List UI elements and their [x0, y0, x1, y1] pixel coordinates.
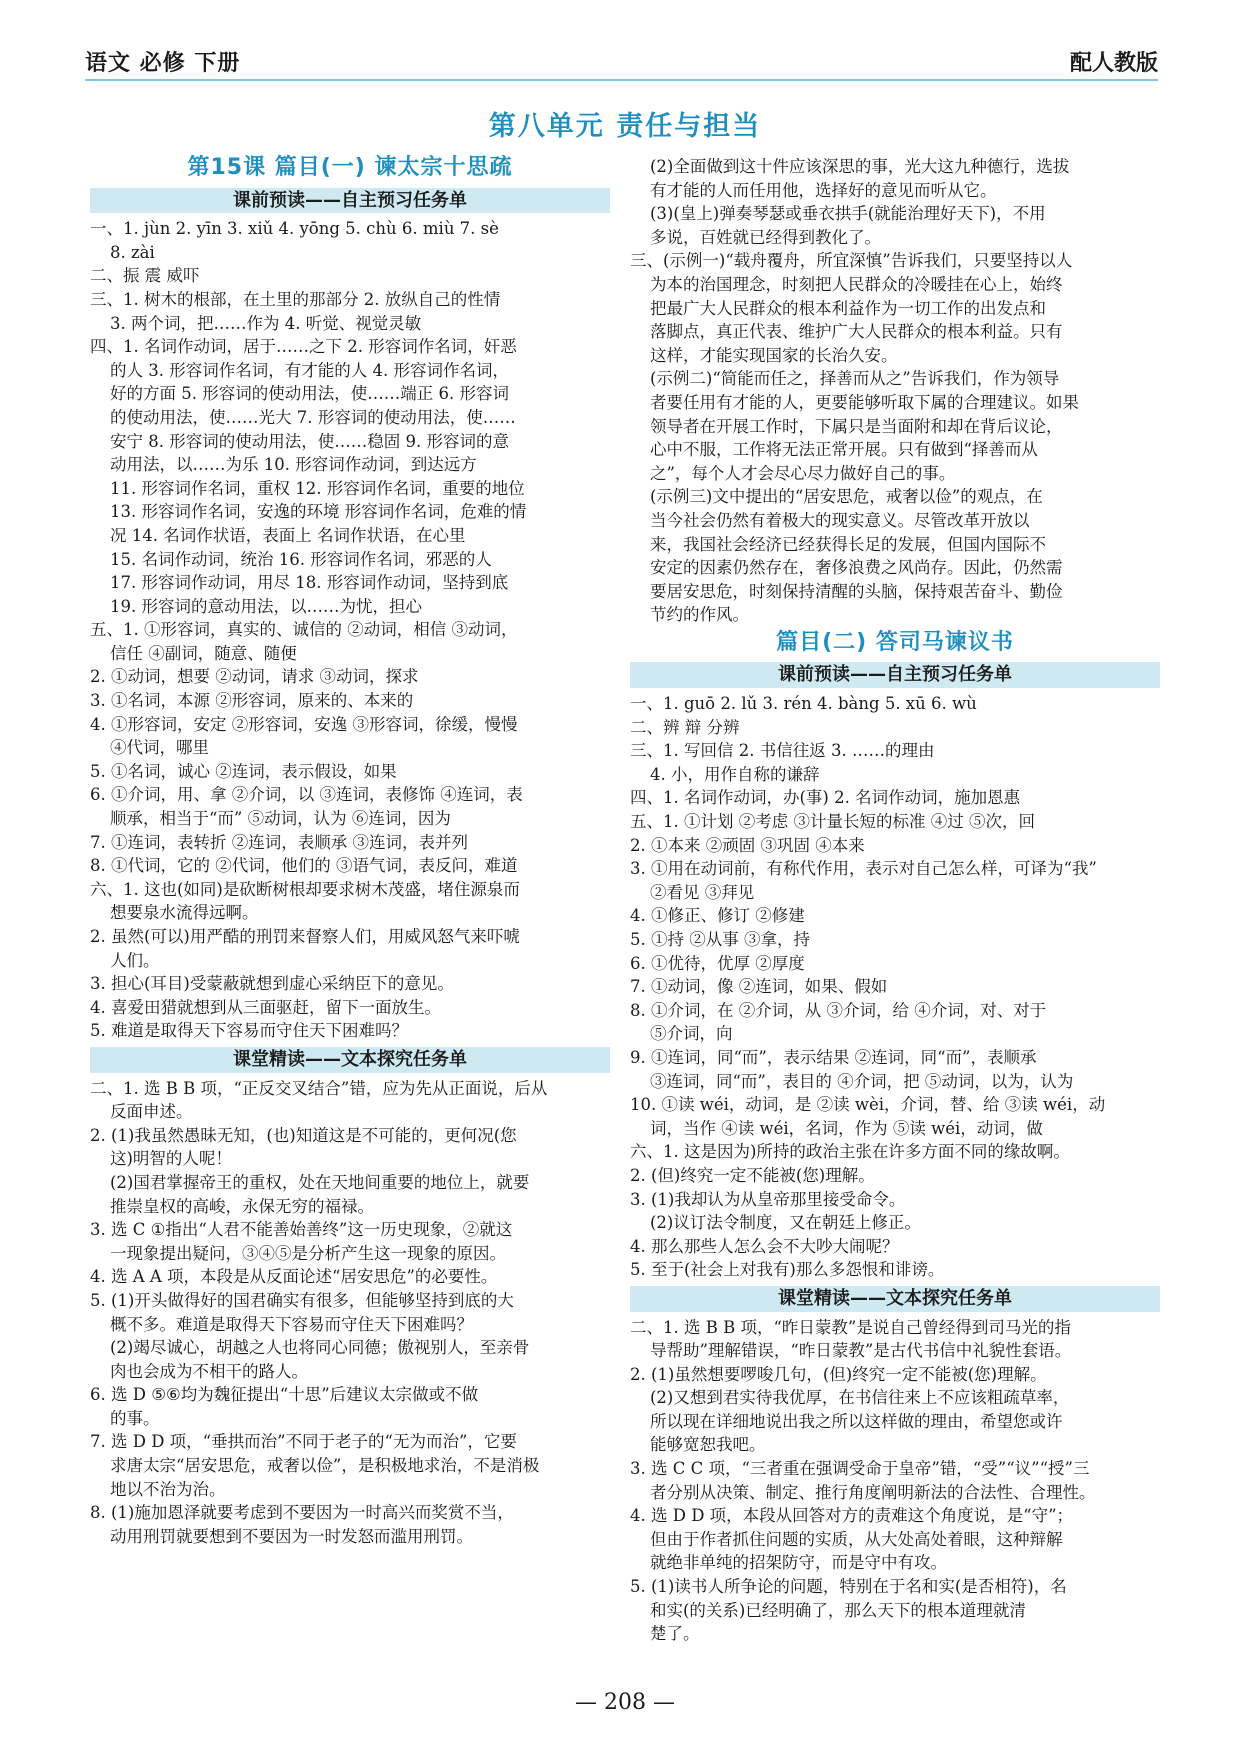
answer-line: 心中不服，工作将无法正常开展。只有做到“择善而从 [650, 440, 1038, 460]
answer-line: 一现象提出疑问，③④⑤是分析产生这一现象的原因。 [110, 1243, 506, 1263]
answer-line: 五、1. ①形容词，真实的、诚信的 ②动词，相信 ③动词， [90, 620, 518, 640]
answer-line: 领导者在开展工作时，下属只是当面附和却在背后议论， [650, 416, 1063, 436]
answer-line: (示例二)“简能而任之，择善而从之”告诉我们，作为领导 [650, 369, 1060, 389]
answer-line: 者分别从决策、制定、推行角度阐明新法的合法性、合理性。 [650, 1482, 1096, 1502]
page-number: — 208 — [575, 1690, 675, 1715]
answer-line: 这)明智的人呢！ [110, 1149, 232, 1169]
answer-line: ⑤介词，向 [650, 1024, 733, 1044]
answer-line: 8. (1)施加恩泽就要考虑到不要因为一时高兴而奖赏不当， [90, 1503, 514, 1523]
answer-line: 一、1. jùn 2. yīn 3. xiǔ 4. yōng 5. chù 6. miù 7. sè [90, 219, 499, 239]
answer-line: 的事。 [110, 1408, 160, 1428]
answer-line: 7. 选 D D 项，“垂拱而治”不同于老子的“无为而治”，它要 [90, 1432, 517, 1452]
answer-line: 5. 难道是取得天下容易而守住天下困难吗？ [90, 1021, 408, 1041]
answer-line: 求唐太宗“居安思危，戒奢以俭”，是积极地求治，不是消极 [110, 1456, 540, 1476]
left-column [90, 152, 610, 1548]
answer-line: ③连词，同“而”，表目的 ④介词，把 ⑤动词，以为，认为 [650, 1071, 1074, 1091]
section-band: 课前预读——自主预习任务单 [630, 662, 1160, 688]
answer-line: 7. ①连词，表转折 ②连词，表顺承 ③连词，表并列 [90, 832, 468, 852]
answer-line: 推崇皇权的高峻，永保无穷的福禄。 [110, 1196, 374, 1216]
answer-line: 9. ①连词，同“而”，表示结果 ②连词，同“而”，表顺承 [630, 1047, 1037, 1067]
answer-line: 4. 选 D D 项，本段从回答对方的责难这个角度说，是“守”； [630, 1506, 1074, 1526]
answer-line: 5. ①名词，诚心 ②连词，表示假设，如果 [90, 761, 397, 781]
answer-line: 3. ①用在动词前，有称代作用，表示对自己怎么样，可译为“我” [630, 859, 1097, 879]
answer-line: 10. ①读 wéi，动词，是 ②读 wèi，介词，替、给 ③读 wéi，动 [630, 1095, 1106, 1115]
answer-line: 5. ①持 ②从事 ③拿，持 [630, 930, 810, 949]
answer-line: (2)全面做到这十件应该深思的事，光大这九种德行，选拔 [650, 157, 1070, 176]
answer-line: 人们。 [110, 950, 160, 970]
answer-line: 导帮助”理解错误，“昨日蒙教”是古代书信中礼貌性套语。 [650, 1341, 1072, 1361]
answer-line: 2. ①本来 ②顽固 ③巩固 ④本来 [630, 835, 865, 855]
answer-line: 5. (1)开头做得好的国君确实有很多，但能够坚持到底的大 [90, 1290, 514, 1310]
answer-line: 15. 名词作动词，统治 16. 形容词作名词，邪恶的人 [110, 549, 492, 569]
answer-line: 动用法，以……为乐 10. 形容词作动词，到达远方 [110, 455, 477, 475]
answer-line: 5. (1)读书人所争论的问题，特别在于名和实(是否相符)，名 [630, 1577, 1067, 1597]
answer-line: 想要泉水流得远啊。 [110, 903, 259, 923]
answer-line: 7. ①动词，像 ②连词，如果、假如 [630, 977, 888, 997]
answer-line: 反面申述。 [110, 1102, 193, 1122]
answer-line: 的使动用法，使……光大 7. 形容词的使动用法，使…… [110, 407, 516, 427]
section-band: 课堂精读——文本探究任务单 [630, 1286, 1160, 1312]
answer-line: 顺承，相当于“而” ⑤动词，认为 ⑥连词，因为 [110, 809, 451, 829]
answer-line: 四、1. 名词作动词，居于……之下 2. 形容词作名词，奸恶 [90, 337, 517, 357]
lesson-title: 篇目(二) 答司马谏议书 [776, 629, 1014, 655]
answer-line: 动用刑罚就要想到不要因为一时发怒而滥用刑罚。 [110, 1526, 473, 1546]
header-edition: 配人教版 [1069, 51, 1158, 76]
section-band: 课前预读——自主预习任务单 [90, 188, 610, 214]
answer-line: 二、辨 辩 分辨 [630, 717, 740, 737]
answer-line: 11. 形容词作名词，重权 12. 形容词作名词，重要的地位 [110, 478, 525, 498]
answer-line: 能够宽恕我吧。 [650, 1435, 766, 1455]
answer-line: 二、1. 选 B B 项，“正反交叉结合”错，应为先从正面说，后从 [90, 1078, 548, 1098]
answer-line: 要居安思危，时刻保持清醒的头脑，保持艰苦奋斗、勤俭 [650, 581, 1063, 601]
answer-line: 6. ①优待，优厚 ②厚度 [630, 953, 805, 973]
answer-line: 就绝非单纯的招架防守，而是守中有攻。 [650, 1553, 947, 1573]
answer-line: (2)又想到君实待我优厚，在书信往来上不应该粗疏草率， [650, 1388, 1070, 1408]
answer-line: 3. 两个词，把……作为 4. 听觉、视觉灵敏 [110, 313, 422, 333]
answer-line: (示例三)文中提出的“居安思危，戒奢以俭”的观点，在 [650, 487, 1043, 507]
header-subject: 语文 必修 下册 [85, 51, 241, 76]
answer-line: ④代词，哪里 [110, 738, 209, 758]
answer-line: 为本的治国理念，时刻把人民群众的冷暖挂在心上，始终 [650, 274, 1063, 294]
answer-line: 6. ①介词，用、拿 ②介词，以 ③连词，表修饰 ④连词，表 [90, 785, 523, 805]
answer-line: 5. 至于(社会上对我有)那么多怨恨和诽谤。 [630, 1260, 945, 1280]
answer-line: 来，我国社会经济已经获得长足的发展，但国内国际不 [650, 534, 1046, 554]
answer-line: 者要任用有才能的人，更要能够听取下属的合理建议。如果 [650, 392, 1079, 412]
answer-line: 2. (1)虽然想要啰唆几句，(但)终究一定不能被(您)理解。 [630, 1364, 1047, 1384]
answer-line: 3. 选 C C 项，“三者重在强调受命于皇帝”错，“受”“议”“授”三 [630, 1459, 1090, 1479]
answer-line: 好的方面 5. 形容词的使动用法，使……端正 6. 形容词 [110, 384, 509, 404]
answer-line: 把最广大人民群众的根本利益作为一切工作的出发点和 [650, 298, 1046, 318]
answer-line: 词，当作 ④读 wéi，名词，作为 ⑤读 wéi，动词，做 [650, 1118, 1043, 1138]
section-band: 课堂精读——文本探究任务单 [90, 1047, 610, 1073]
answer-line: 17. 形容词作动词，用尽 18. 形容词作动词，坚持到底 [110, 573, 509, 593]
answer-line: 6. 选 D ⑤⑥均为魏征提出“十思”后建议太宗做或不做 [90, 1385, 479, 1405]
answer-line: 4. 小，用作自称的谦辞 [650, 764, 820, 784]
answer-line: (2)国君掌握帝王的重权，处在天地间重要的地位上，就要 [110, 1172, 530, 1192]
answer-line: 三、(示例一)“载舟覆舟，所宜深慎”告诉我们，只要坚持以人 [630, 251, 1073, 271]
answer-line: 地以不治为治。 [110, 1479, 226, 1499]
answer-line: 六、1. 这也(如同)是砍断树根却要求树木茂盛，堵住源泉而 [90, 879, 520, 899]
answer-line: 3. 选 C ①指出“人君不能善始善终”这一历史现象，②就这 [90, 1220, 513, 1240]
header-divider [85, 79, 1158, 81]
answer-line: 2. ①动词，想要 ②动词，请求 ③动词，探求 [90, 667, 419, 687]
answer-line: 一、1. guō 2. lǔ 3. rén 4. bàng 5. xū 6. wù [630, 694, 977, 714]
answer-line: 落脚点，真正代表、维护广大人民群众的根本利益。只有 [650, 322, 1063, 342]
answer-line: 4. ①形容词，安定 ②形容词，安逸 ③形容词，徐缓，慢慢 [90, 714, 518, 734]
answer-line: 五、1. ①计划 ②考虑 ③计量长短的标准 ④过 ⑤次，回 [630, 812, 1035, 832]
answer-line: 肉也会成为不相干的路人。 [110, 1361, 308, 1381]
answer-line: 楚了。 [650, 1624, 700, 1644]
answer-line: 安宁 8. 形容词的使动用法，使……稳固 9. 形容词的意 [110, 431, 509, 451]
answer-line: 三、1. 写回信 2. 书信往返 3. ……的理由 [630, 741, 935, 761]
answer-line: 三、1. 树木的根部，在土里的那部分 2. 放纵自己的性情 [90, 289, 501, 309]
answer-line: 安定的因素仍然存在，奢侈浪费之风尚存。因此，仍然需 [650, 558, 1063, 578]
answer-line: 当今社会仍然有着极大的现实意义。尽管改革开放以 [650, 510, 1030, 530]
answer-line: 但由于作者抓住问题的实质，从大处高处着眼，这种辩解 [650, 1529, 1063, 1549]
answer-line: 8. ①介词，在 ②介词，从 ③介词，给 ④介词，对、对于 [630, 1000, 1047, 1020]
answer-line: 13. 形容词作名词，安逸的环境 形容词作名词，危难的情 [110, 502, 527, 522]
answer-line: (2)竭尽诚心，胡越之人也将同心同德；傲视别人，至亲骨 [110, 1338, 530, 1358]
answer-line: 二、1. 选 B B 项，“昨日蒙教”是说自己曾经得到司马光的指 [630, 1317, 1071, 1337]
answer-line: 3. (1)我却认为从皇帝那里接受命令。 [630, 1189, 906, 1209]
answer-line: 况 14. 名词作状语，表面上 名词作状语，在心里 [110, 525, 466, 545]
answer-line: 3. ①名词，本源 ②形容词，原来的、本来的 [90, 691, 414, 711]
answer-line: (3)(皇上)弹奏琴瑟或垂衣拱手(就能治理好天下)，不用 [650, 204, 1046, 224]
answer-line: 2. 虽然(可以)用严酷的刑罚来督察人们，用威风怒气来吓唬 [90, 927, 520, 946]
right-column [630, 155, 1160, 1646]
answer-line: 多说，百姓就已经得到教化了。 [650, 227, 881, 247]
answer-line: 节约的作风。 [650, 605, 749, 625]
answer-line: 4. 选 A A 项，本段是从反面论述“居安思危”的必要性。 [90, 1267, 498, 1287]
answer-line: 19. 形容词的意动用法，以……为忧，担心 [110, 596, 422, 616]
answer-line: 六、1. 这是因为)所持的政治主张在许多方面不同的缘故啊。 [630, 1142, 1070, 1162]
answer-line: 的人 3. 形容词作名词，有才能的人 4. 形容词作名词， [110, 360, 509, 380]
answer-line: (2)议订法令制度，又在朝廷上修正。 [650, 1213, 921, 1233]
answer-line: 4. ①修正、修订 ②修建 [630, 906, 805, 926]
answer-line: 这样，才能实现国家的长治久安。 [650, 345, 898, 365]
answer-line: 4. 喜爱田猎就想到从三面驱赶，留下一面放生。 [90, 997, 441, 1017]
answer-line: 有才能的人而任用他，选择好的意见而听从它。 [650, 180, 997, 200]
answer-line: 3. 担心(耳目)受蒙蔽就想到虚心采纳臣下的意见。 [90, 974, 454, 994]
answer-line: 8. zài [110, 242, 155, 262]
answer-line: ②看见 ③拜见 [650, 882, 755, 902]
answer-line: 4. 那么那些人怎么会不大吵大闹呢？ [630, 1236, 899, 1256]
answer-line: 之”，每个人才会尽心尽力做好自己的事。 [650, 463, 956, 483]
answer-line: 和实(的关系)已经明确了，那么天下的根本道理就清 [650, 1600, 1026, 1620]
answer-line: 2. (但)终究一定不能被(您)理解。 [630, 1165, 875, 1185]
answer-line: 2. (1)我虽然愚昧无知，(也)知道这是不可能的，更何况(您 [90, 1125, 517, 1145]
answer-line: 所以现在详细地说出我之所以这样做的理由，希望您或许 [650, 1411, 1063, 1431]
answer-line: 信任 ④副词，随意、随便 [110, 643, 297, 663]
answer-line: 概不多。难道是取得天下容易而守住天下困难吗？ [110, 1314, 473, 1334]
answer-line: 8. ①代词，它的 ②代词，他们的 ③语气词，表反问，难道 [90, 856, 518, 876]
answer-line: 四、1. 名词作动词，办(事) 2. 名词作动词，施加恩惠 [630, 788, 1021, 808]
unit-title: 第八单元 责任与担当 [488, 111, 762, 142]
lesson-title: 第15课 篇目(一) 谏太宗十思疏 [187, 155, 513, 180]
answer-line: 二、振 震 威吓 [90, 266, 200, 286]
